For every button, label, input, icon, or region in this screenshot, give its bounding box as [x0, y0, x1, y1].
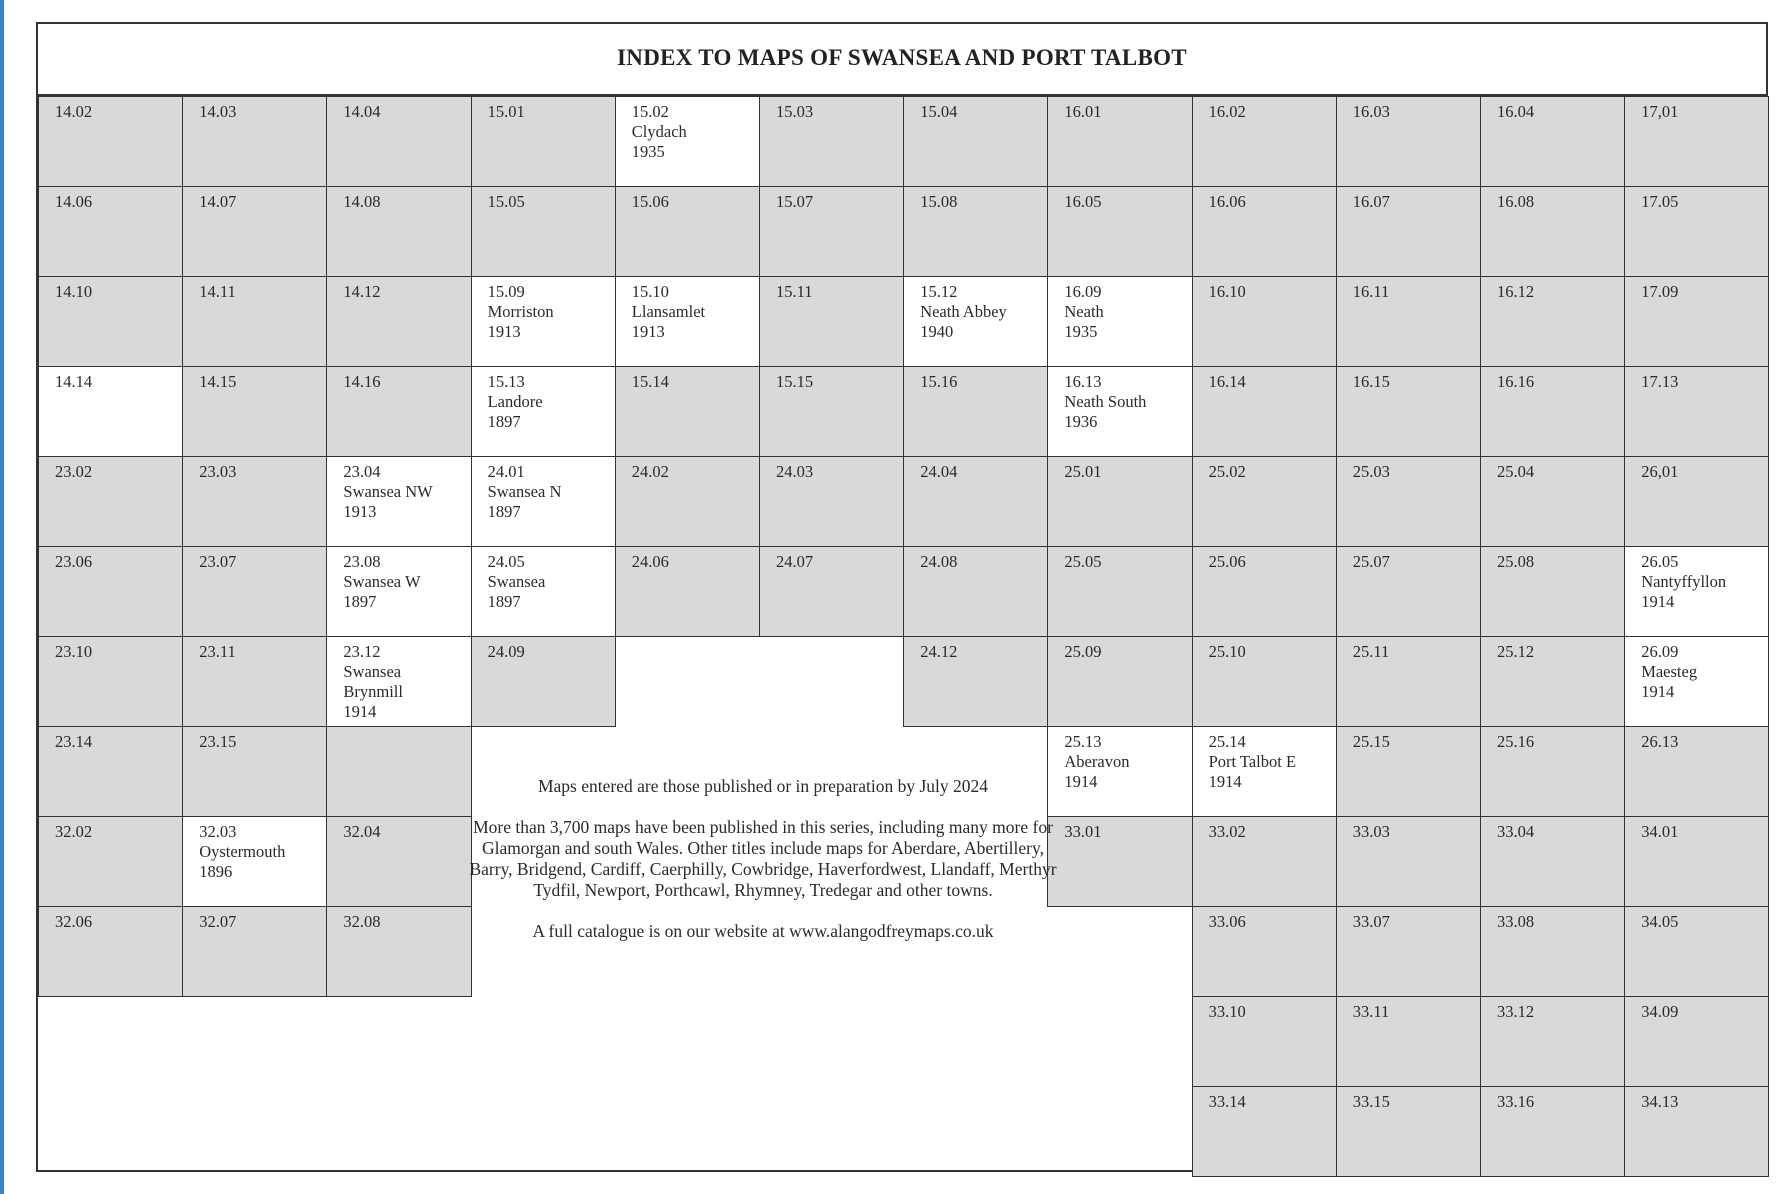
map-index-title: INDEX TO MAPS OF SWANSEA AND PORT TALBOT [617, 45, 1187, 70]
sheet-number: 15.13 [487, 372, 525, 391]
map-sheet-25-08[interactable] [1480, 546, 1625, 637]
map-sheet-24-05[interactable] [471, 546, 616, 637]
map-sheet-26-09[interactable] [1624, 636, 1769, 727]
sheet-number: 32.06 [55, 912, 93, 931]
sheet-number: 14.02 [55, 102, 93, 121]
sheet-number: 16.10 [1208, 282, 1246, 301]
map-sheet-15-14[interactable] [615, 366, 760, 457]
sheet-year: 1936 [1064, 412, 1098, 431]
map-sheet-16-10[interactable] [1192, 276, 1337, 367]
sheet-year: 1913 [487, 322, 521, 341]
sheet-place-name: Landore [487, 392, 543, 411]
sheet-number: 17.13 [1641, 372, 1679, 391]
map-sheet-24-07[interactable] [759, 546, 904, 637]
map-sheet-25-01[interactable] [1047, 456, 1192, 547]
sheet-number: 33.16 [1497, 1092, 1535, 1111]
map-sheet-33-16[interactable] [1480, 1086, 1625, 1177]
sheet-number: 15.04 [920, 102, 958, 121]
sheet-number: 14.12 [343, 282, 381, 301]
map-sheet-25-03[interactable] [1336, 456, 1481, 547]
sheet-number: 16.11 [1352, 282, 1390, 301]
map-sheet-14-15[interactable] [182, 366, 327, 457]
sheet-number: 26.13 [1641, 732, 1679, 751]
map-sheet-16-15[interactable] [1336, 366, 1481, 457]
sheet-year: 1897 [487, 592, 521, 611]
map-sheet-16-08[interactable] [1480, 186, 1625, 277]
map-sheet-25-16[interactable] [1480, 726, 1625, 817]
map-sheet-25-15[interactable] [1336, 726, 1481, 817]
map-sheet-26-05[interactable] [1624, 546, 1769, 637]
notes-block [468, 776, 1058, 962]
map-sheet-17-13[interactable] [1624, 366, 1769, 457]
map-sheet-15-02[interactable] [615, 96, 760, 187]
map-sheet-17-05[interactable] [1624, 186, 1769, 277]
sheet-number: 32.02 [55, 822, 93, 841]
map-sheet-15-08[interactable] [903, 186, 1048, 277]
map-sheet-15-11[interactable] [759, 276, 904, 367]
sheet-year: 1914 [1641, 682, 1675, 701]
map-sheet-16-02[interactable] [1192, 96, 1337, 187]
sheet-year: 1914 [1064, 772, 1098, 791]
map-sheet-15-13[interactable] [471, 366, 616, 457]
map-sheet-14-11[interactable] [182, 276, 327, 367]
sheet-place-name: Swansea N [487, 482, 562, 501]
sheet-number: 14.16 [343, 372, 381, 391]
map-sheet-25-05[interactable] [1047, 546, 1192, 637]
sheet-number: 26.09 [1641, 642, 1679, 661]
map-sheet-34-01[interactable] [1624, 816, 1769, 907]
sheet-number: 34.01 [1641, 822, 1679, 841]
sheet-number: 14.08 [343, 192, 381, 211]
map-sheet-14-07[interactable] [182, 186, 327, 277]
sheet-year: 1897 [343, 592, 377, 611]
sheet-number: 32.03 [199, 822, 237, 841]
sheet-number: 15.02 [631, 102, 669, 121]
map-sheet-24-04[interactable] [903, 456, 1048, 547]
sheet-number: 16.06 [1208, 192, 1246, 211]
map-sheet-14-06[interactable] [38, 186, 183, 277]
map-sheet-15-06[interactable] [615, 186, 760, 277]
sheet-number: 24.05 [487, 552, 525, 571]
map-sheet-blank-7-2[interactable] [326, 726, 471, 817]
sheet-number: 33.02 [1208, 822, 1246, 841]
sheet-place-name: Clydach [631, 122, 687, 141]
map-sheet-15-05[interactable] [471, 186, 616, 277]
map-sheet-16-07[interactable] [1336, 186, 1481, 277]
sheet-number: 23.06 [55, 552, 93, 571]
sheet-number: 23.10 [55, 642, 93, 661]
sheet-place-name: Neath Abbey [920, 302, 1007, 321]
map-sheet-15-03[interactable] [759, 96, 904, 187]
sheet-number: 24.01 [487, 462, 525, 481]
sheet-number: 25.16 [1497, 732, 1535, 751]
map-sheet-14-03[interactable] [182, 96, 327, 187]
map-sheet-15-04[interactable] [903, 96, 1048, 187]
sheet-number: 33.12 [1497, 1002, 1535, 1021]
map-sheet-32-02[interactable] [38, 816, 183, 907]
map-sheet-24-08[interactable] [903, 546, 1048, 637]
map-sheet-34-13[interactable] [1624, 1086, 1769, 1177]
sheet-number: 14.11 [199, 282, 236, 301]
map-sheet-24-09[interactable] [471, 636, 616, 727]
sheet-place-name: Maesteg [1641, 662, 1698, 681]
sheet-number: 15.11 [776, 282, 813, 301]
sheet-year: 1940 [920, 322, 954, 341]
sheet-number: 14.07 [199, 192, 237, 211]
map-sheet-16-03[interactable] [1336, 96, 1481, 187]
map-sheet-14-02[interactable] [38, 96, 183, 187]
map-sheet-34-05[interactable] [1624, 906, 1769, 997]
sheet-place-name: Aberavon [1064, 752, 1130, 771]
sheet-number: 14.03 [199, 102, 237, 121]
map-sheet-15-01[interactable] [471, 96, 616, 187]
sheet-number: 23.15 [199, 732, 237, 751]
map-sheet-17-09[interactable] [1624, 276, 1769, 367]
map-sheet-24-01[interactable] [471, 456, 616, 547]
sheet-place-name: Neath South [1064, 392, 1147, 411]
sheet-number: 16.08 [1497, 192, 1535, 211]
sheet-number: 15.01 [487, 102, 525, 121]
map-sheet-16-04[interactable] [1480, 96, 1625, 187]
sheet-number: 17,01 [1641, 102, 1679, 121]
notes-series-note: More than 3,700 maps have been published in this series, including many more for Glamorgan and south Wales. Other titles include maps for Aberdare, Abertillery, Barry, Bridgend, Cardiff, Caerphilly, Cowbridge, Haverfordwest, Llandaff, Merthyr Tydfil, Newport, Porthcawl, Rhymney, Tredegar and other towns. [469, 817, 1057, 900]
sheet-number: 25.01 [1064, 462, 1102, 481]
sheet-number: 33.03 [1352, 822, 1390, 841]
sheet-number: 15.10 [631, 282, 669, 301]
map-sheet-14-08[interactable] [326, 186, 471, 277]
sheet-number: 15.07 [776, 192, 814, 211]
map-sheet-23-06[interactable] [38, 546, 183, 637]
map-sheet-33-04[interactable] [1480, 816, 1625, 907]
sheet-number: 25.05 [1064, 552, 1102, 571]
sheet-number: 33.14 [1208, 1092, 1246, 1111]
sheet-number: 23.14 [55, 732, 93, 751]
sheet-number: 23.12 [343, 642, 381, 661]
sheet-number: 25.10 [1208, 642, 1246, 661]
sheet-number: 26.05 [1641, 552, 1679, 571]
sheet-number: 25.07 [1352, 552, 1390, 571]
sheet-number: 33.01 [1064, 822, 1102, 841]
sheet-number: 33.06 [1208, 912, 1246, 931]
map-sheet-16-12[interactable] [1480, 276, 1625, 367]
map-sheet-14-16[interactable] [326, 366, 471, 457]
sheet-number: 34.09 [1641, 1002, 1679, 1021]
sheet-number: 17.09 [1641, 282, 1679, 301]
title-band [36, 22, 1768, 96]
sheet-number: 33.04 [1497, 822, 1535, 841]
sheet-number: 15.03 [776, 102, 814, 121]
map-sheet-32-04[interactable] [326, 816, 471, 907]
sheet-number: 33.08 [1497, 912, 1535, 931]
sheet-number: 25.13 [1064, 732, 1102, 751]
map-sheet-33-03[interactable] [1336, 816, 1481, 907]
sheet-number: 25.06 [1208, 552, 1246, 571]
sheet-number: 33.10 [1208, 1002, 1246, 1021]
map-sheet-25-09[interactable] [1047, 636, 1192, 727]
sheet-number: 25.02 [1208, 462, 1246, 481]
map-sheet-23-11[interactable] [182, 636, 327, 727]
map-sheet-23-15[interactable] [182, 726, 327, 817]
blue-edge-stripe [0, 0, 4, 1194]
map-sheet-25-12[interactable] [1480, 636, 1625, 727]
map-sheet-25-04[interactable] [1480, 456, 1625, 547]
map-sheet-23-03[interactable] [182, 456, 327, 547]
map-sheet-15-10[interactable] [615, 276, 760, 367]
sheet-number: 23.07 [199, 552, 237, 571]
map-sheet-32-07[interactable] [182, 906, 327, 997]
sheet-place-name: Llansamlet [631, 302, 706, 321]
sheet-number: 16.12 [1497, 282, 1535, 301]
sheet-number: 15.06 [631, 192, 669, 211]
sheet-year: 1913 [631, 322, 665, 341]
sheet-number: 15.16 [920, 372, 958, 391]
map-sheet-15-09[interactable] [471, 276, 616, 367]
sheet-number: 24.09 [487, 642, 525, 661]
sheet-number: 24.08 [920, 552, 958, 571]
sheet-number: 24.12 [920, 642, 958, 661]
map-sheet-14-04[interactable] [326, 96, 471, 187]
sheet-number: 16.05 [1064, 192, 1102, 211]
map-sheet-16-14[interactable] [1192, 366, 1337, 457]
sheet-number: 25.12 [1497, 642, 1535, 661]
sheet-year: 1897 [487, 502, 521, 521]
map-sheet-25-07[interactable] [1336, 546, 1481, 637]
sheet-year: 1914 [343, 702, 377, 721]
sheet-year: 1935 [1064, 322, 1098, 341]
sheet-number: 23.08 [343, 552, 381, 571]
sheet-number: 25.15 [1352, 732, 1390, 751]
sheet-number: 16.09 [1064, 282, 1102, 301]
map-sheet-34-09[interactable] [1624, 996, 1769, 1087]
sheet-number: 24.04 [920, 462, 958, 481]
sheet-number: 16.15 [1352, 372, 1390, 391]
sheet-place-name: Swansea [487, 572, 546, 591]
sheet-number: 15.12 [920, 282, 958, 301]
sheet-number: 16.02 [1208, 102, 1246, 121]
sheet-number: 24.06 [631, 552, 669, 571]
sheet-number: 25.03 [1352, 462, 1390, 481]
map-sheet-14-10[interactable] [38, 276, 183, 367]
map-sheet-15-07[interactable] [759, 186, 904, 277]
sheet-year: 1914 [1208, 772, 1242, 791]
sheet-number: 25.14 [1208, 732, 1246, 751]
map-sheet-15-15[interactable] [759, 366, 904, 457]
sheet-place-name: Nantyffyllon [1641, 572, 1727, 591]
sheet-number: 24.07 [776, 552, 814, 571]
map-sheet-26-13[interactable] [1624, 726, 1769, 817]
sheet-number: 25.11 [1352, 642, 1390, 661]
map-sheet-33-08[interactable] [1480, 906, 1625, 997]
sheet-year: 1914 [1641, 592, 1675, 611]
sheet-year: 1913 [343, 502, 377, 521]
map-sheet-14-12[interactable] [326, 276, 471, 367]
map-sheet-24-06[interactable] [615, 546, 760, 637]
sheet-number: 23.02 [55, 462, 93, 481]
map-sheet-24-03[interactable] [759, 456, 904, 547]
map-sheet-26-01[interactable] [1624, 456, 1769, 547]
notes-catalogue-note: A full catalogue is on our website at www.alangodfreymaps.co.uk [532, 921, 994, 941]
map-sheet-25-11[interactable] [1336, 636, 1481, 727]
sheet-number: 16.13 [1064, 372, 1102, 391]
map-sheet-33-07[interactable] [1336, 906, 1481, 997]
map-sheet-14-14[interactable] [38, 366, 183, 457]
map-sheet-23-04[interactable] [326, 456, 471, 547]
map-sheet-24-02[interactable] [615, 456, 760, 547]
notes-publication-note: Maps entered are those published or in preparation by July 2024 [537, 776, 989, 796]
map-sheet-23-02[interactable] [38, 456, 183, 547]
map-sheet-33-10[interactable] [1192, 996, 1337, 1087]
sheet-number: 15.09 [487, 282, 525, 301]
sheet-number: 14.06 [55, 192, 93, 211]
sheet-number: 14.15 [199, 372, 237, 391]
sheet-number: 33.11 [1352, 1002, 1390, 1021]
sheet-number: 34.05 [1641, 912, 1679, 931]
sheet-number: 14.04 [343, 102, 381, 121]
sheet-number: 32.04 [343, 822, 381, 841]
sheet-number: 15.08 [920, 192, 958, 211]
map-sheet-15-12[interactable] [903, 276, 1048, 367]
sheet-year: 1896 [199, 862, 233, 881]
sheet-number: 16.16 [1497, 372, 1535, 391]
sheet-year: 1897 [487, 412, 521, 431]
sheet-number: 24.02 [631, 462, 669, 481]
map-sheet-25-10[interactable] [1192, 636, 1337, 727]
map-sheet-16-11[interactable] [1336, 276, 1481, 367]
map-sheet-16-16[interactable] [1480, 366, 1625, 457]
sheet-number: 23.11 [199, 642, 236, 661]
map-sheet-23-08[interactable] [326, 546, 471, 637]
map-sheet-23-12[interactable] [326, 636, 471, 727]
sheet-number: 14.14 [55, 372, 93, 391]
sheet-number: 33.07 [1352, 912, 1390, 931]
sheet-number: 26,01 [1641, 462, 1679, 481]
map-sheet-32-03[interactable] [182, 816, 327, 907]
sheet-number: 15.15 [776, 372, 814, 391]
sheet-number: 16.07 [1352, 192, 1390, 211]
map-sheet-33-06[interactable] [1192, 906, 1337, 997]
sheet-place-name: Oystermouth [199, 842, 286, 861]
sheet-number: 16.01 [1064, 102, 1102, 121]
sheet-number: 25.09 [1064, 642, 1102, 661]
map-sheet-15-16[interactable] [903, 366, 1048, 457]
sheet-number: 32.08 [343, 912, 381, 931]
map-sheet-24-12[interactable] [903, 636, 1048, 727]
sheet-place-name: Swansea Brynmill [343, 662, 403, 701]
map-sheet-16-13[interactable] [1047, 366, 1192, 457]
sheet-number: 34.13 [1641, 1092, 1679, 1111]
map-sheet-16-09[interactable] [1047, 276, 1192, 367]
map-sheet-33-11[interactable] [1336, 996, 1481, 1087]
sheet-place-name: Port Talbot E [1208, 752, 1297, 771]
sheet-year: 1935 [631, 142, 665, 161]
sheet-number: 24.03 [776, 462, 814, 481]
sheet-number: 23.04 [343, 462, 381, 481]
map-sheet-33-14[interactable] [1192, 1086, 1337, 1177]
map-sheet-16-06[interactable] [1192, 186, 1337, 277]
map-sheet-32-06[interactable] [38, 906, 183, 997]
map-sheet-23-07[interactable] [182, 546, 327, 637]
sheet-number: 32.07 [199, 912, 237, 931]
sheet-number: 16.14 [1208, 372, 1246, 391]
map-sheet-25-13[interactable] [1047, 726, 1192, 817]
map-sheet-16-05[interactable] [1047, 186, 1192, 277]
map-sheet-25-02[interactable] [1192, 456, 1337, 547]
sheet-place-name: Morriston [487, 302, 554, 321]
sheet-number: 33.15 [1352, 1092, 1390, 1111]
map-sheet-33-15[interactable] [1336, 1086, 1481, 1177]
map-sheet-16-01[interactable] [1047, 96, 1192, 187]
map-sheet-25-14[interactable] [1192, 726, 1337, 817]
sheet-number: 17.05 [1641, 192, 1679, 211]
sheet-number: 16.03 [1352, 102, 1390, 121]
sheet-number: 15.05 [487, 192, 525, 211]
sheet-place-name: Swansea W [343, 572, 421, 591]
map-sheet-33-12[interactable] [1480, 996, 1625, 1087]
sheet-number: 23.03 [199, 462, 237, 481]
sheet-number: 15.14 [631, 372, 669, 391]
map-sheet-25-06[interactable] [1192, 546, 1337, 637]
map-sheet-32-08[interactable] [326, 906, 471, 997]
map-sheet-17-01[interactable] [1624, 96, 1769, 187]
sheet-number: 25.08 [1497, 552, 1535, 571]
sheet-place-name: Swansea NW [343, 482, 433, 501]
map-sheet-33-01[interactable] [1047, 816, 1192, 907]
sheet-number: 14.10 [55, 282, 93, 301]
sheet-number: 16.04 [1497, 102, 1535, 121]
sheet-place-name: Neath [1064, 302, 1104, 321]
map-sheet-23-10[interactable] [38, 636, 183, 727]
sheet-number: 25.04 [1497, 462, 1535, 481]
map-sheet-23-14[interactable] [38, 726, 183, 817]
map-sheet-33-02[interactable] [1192, 816, 1337, 907]
